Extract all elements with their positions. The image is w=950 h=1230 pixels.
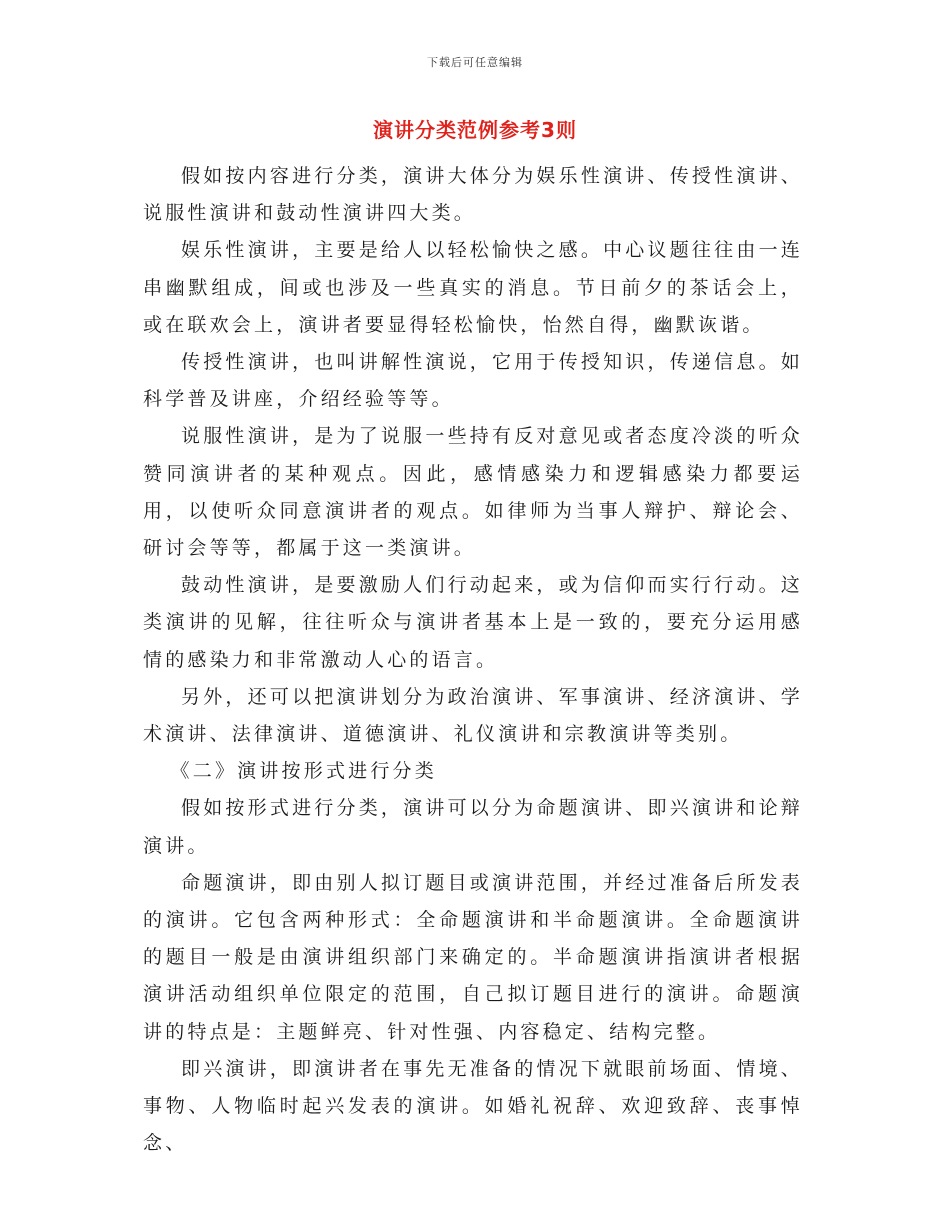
paragraph: 命题演讲，即由别人拟订题目或演讲范围，并经过准备后所发表的演讲。它包含两种形式：全命题演讲和半命题演讲。全命题演讲的题目一般是由演讲组织部门来确定的。半命题演讲指演讲者根据演讲活动组织单位限定的范围，自己拟订题目进行的演讲。命题演讲的特点是：主题鲜亮、针对性强、内容稳定、结构完整。 xyxy=(143,871,803,1043)
paragraph: 另外，还可以把演讲划分为政治演讲、军事演讲、经济演讲、学术演讲、法律演讲、道德演讲、礼仪演讲和宗教演讲等类别。 xyxy=(143,685,803,746)
section-heading: 《二》演讲按形式进行分类 xyxy=(170,760,437,783)
paragraph: 假如按内容进行分类，演讲大体分为娱乐性演讲、传授性演讲、说服性演讲和鼓动性演讲四大类。 xyxy=(143,165,803,225)
paragraph: 娱乐性演讲，主要是给人以轻松愉快之感。中心议题往往由一连串幽默组成，间或也涉及一些真实的消息。节日前夕的茶话会上，或在联欢会上，演讲者要显得轻松愉快，怡然自得，幽默诙谐。 xyxy=(143,239,803,336)
header-note: 下载后可任意编辑 xyxy=(427,56,523,69)
paragraph: 即兴演讲，即演讲者在事先无准备的情况下就眼前场面、情境、事物、人物临时起兴发表的演讲。如婚礼祝辞、欢迎致辞、丧事悼念、 xyxy=(143,1057,803,1155)
document-title: 演讲分类范例参考3则 xyxy=(373,118,577,142)
document-body xyxy=(143,158,803,1162)
paragraph: 鼓动性演讲，是要激励人们行动起来，或为信仰而实行行动。这类演讲的见解，往往听众与演讲者基本上是一致的，要充分运用感情的感染力和非常激动人心的语言。 xyxy=(143,574,803,671)
paragraph: 说服性演讲，是为了说服一些持有反对意见或者态度冷淡的听众赞同演讲者的某种观点。因此，感情感染力和逻辑感染力都要运用，以使听众同意演讲者的观点。如律师为当事人辩护、辩论会、研讨会等等，都属于这一类演讲。 xyxy=(143,425,803,560)
paragraph: 假如按形式进行分类，演讲可以分为命题演讲、即兴演讲和论辩演讲。 xyxy=(143,797,803,857)
paragraph: 传授性演讲，也叫讲解性演说，它用于传授知识，传递信息。如科学普及讲座，介绍经验等等。 xyxy=(143,351,803,411)
